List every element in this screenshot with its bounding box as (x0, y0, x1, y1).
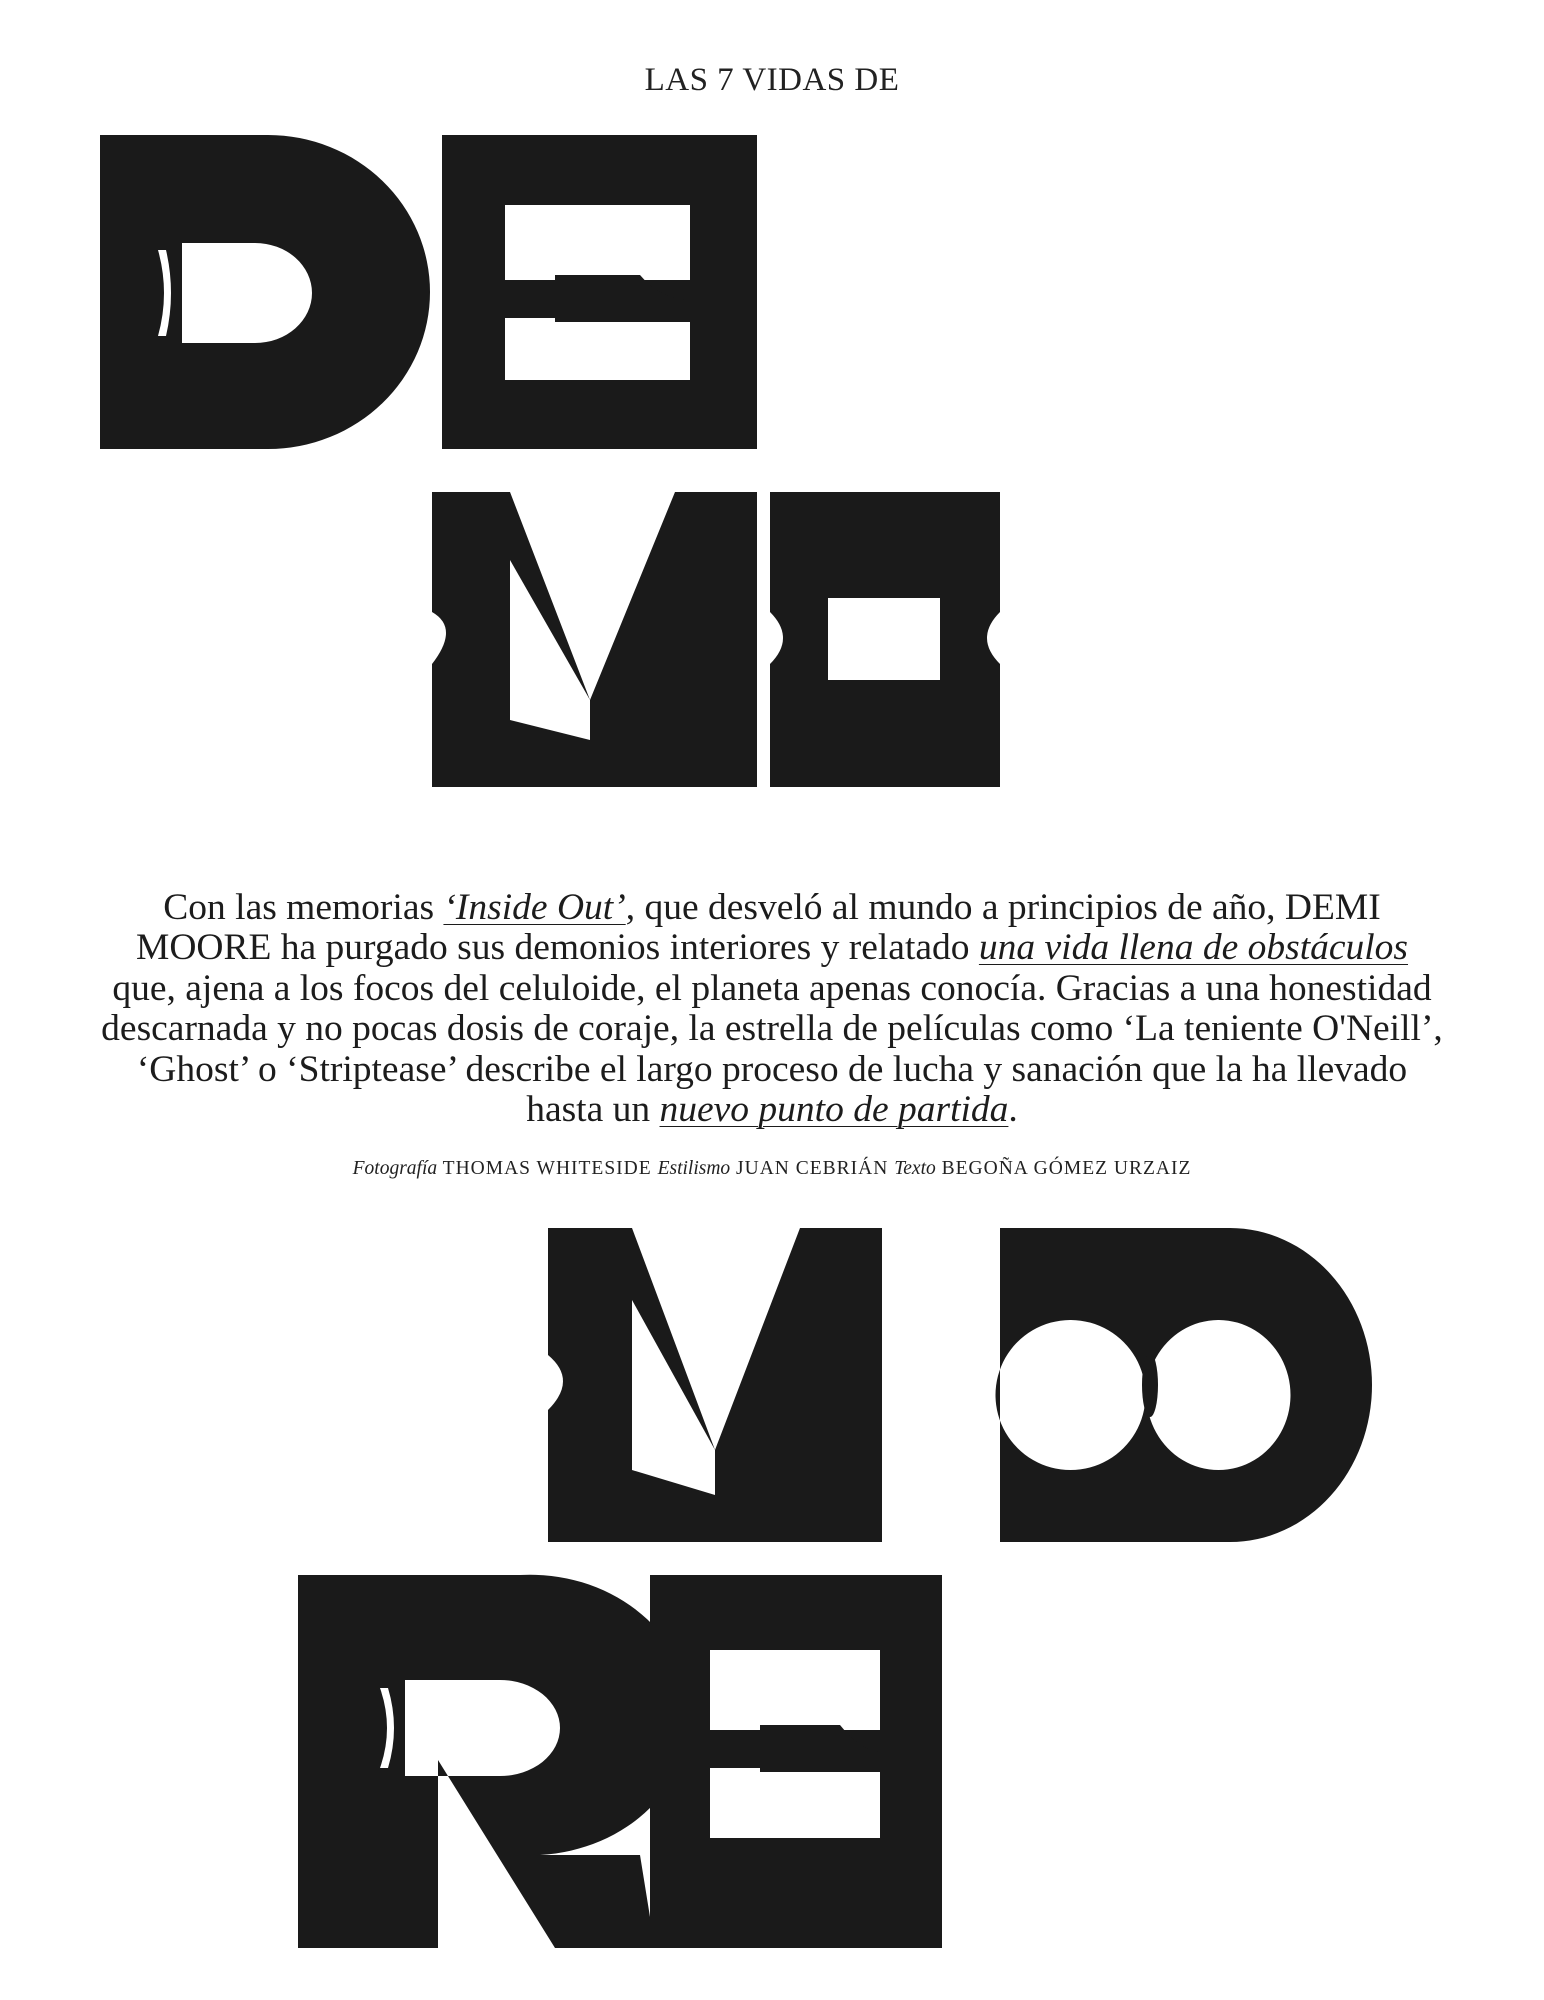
lede-paragraph (100, 888, 1444, 1131)
photo-name: THOMAS WHITESIDE (442, 1158, 652, 1179)
photo-label: Fotografía (352, 1158, 438, 1179)
credits-line (0, 1158, 1544, 1180)
new-start-link[interactable]: nuevo punto de partida (659, 1089, 1009, 1130)
style-name: JUAN CEBRIÁN (736, 1158, 889, 1179)
letter-i-1 (770, 492, 1000, 787)
lede-text-4: . (1008, 1089, 1018, 1130)
kicker-headline: LAS 7 VIDAS DE (644, 62, 900, 98)
text-name: BEGOÑA GÓMEZ URZAIZ (941, 1158, 1192, 1179)
text-label: Texto (894, 1158, 936, 1179)
obstacles-link[interactable]: una vida llena de obstáculos (978, 927, 1409, 968)
letter-m-2 (548, 1228, 882, 1542)
book-title-link[interactable]: ‘Inside Out’ (443, 886, 626, 928)
lede-text-3: que, ajena a los focos del celuloide, el planeta apenas conocía. Gracias a una honestidad descarnada y no pocas dosis de coraje, la estrella de películas como ‘La teniente O'Neill’, ‘Ghost’ o ‘Striptease’ describe el largo proceso de lucha y sanación que la ha llevado hasta un (101, 967, 1443, 1130)
letter-oo (996, 1228, 1372, 1542)
letter-d (100, 135, 430, 449)
letter-r (298, 1575, 690, 1948)
letter-e (442, 135, 757, 449)
lede-text-2: , que desveló al mundo a principios de año, DEMI MOORE ha purgado sus demonios interiores y relatado (135, 886, 1381, 968)
style-label: Estilismo (657, 1158, 731, 1179)
letter-e-2 (650, 1575, 942, 1948)
lede-text-1: Con las memorias (163, 886, 444, 928)
letter-m-1 (432, 492, 757, 787)
